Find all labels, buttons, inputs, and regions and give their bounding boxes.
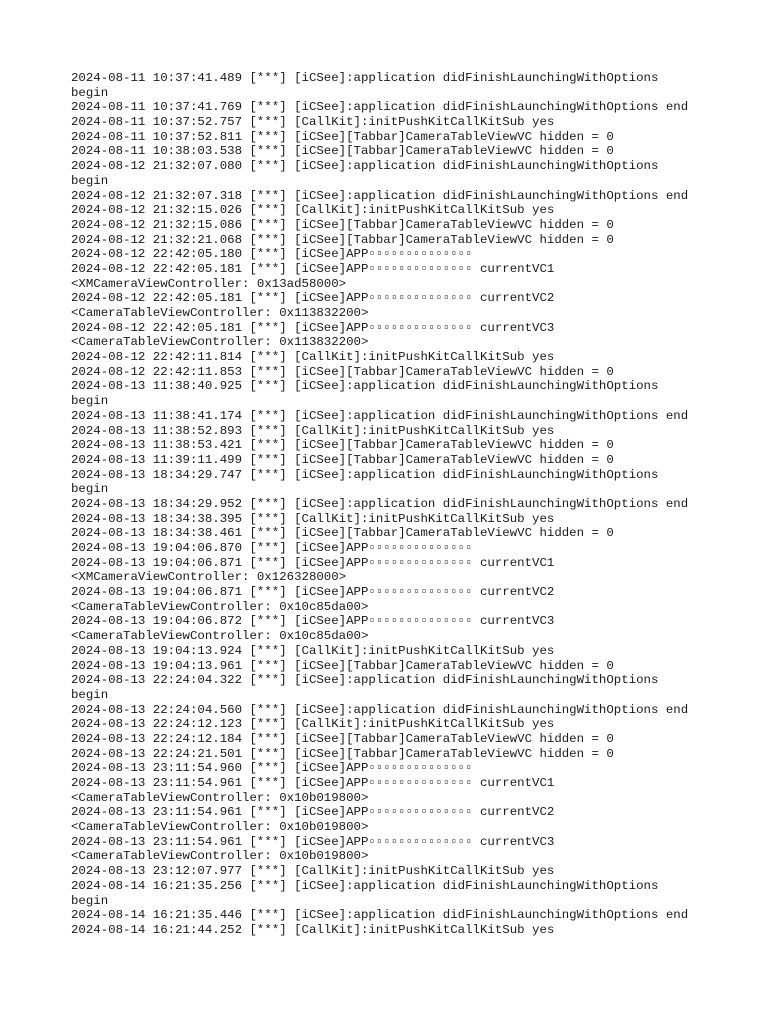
log-line: 2024-08-13 23:11:54.961 [***] [iCSee]APP▫▫▫▫▫▫▫▫▫▫▫▫▫▫ currentVC2: [71, 805, 555, 820]
log-line: 2024-08-13 19:04:06.871 [***] [iCSee]APP▫▫▫▫▫▫▫▫▫▫▫▫▫▫ currentVC2: [71, 585, 555, 600]
log-line: <CameraTableViewController: 0x10b019800>: [71, 849, 369, 864]
log-line: 2024-08-13 11:38:52.893 [***] [CallKit]:initPushKitCallKitSub yes: [71, 423, 555, 438]
log-line: 2024-08-13 23:11:54.961 [***] [iCSee]APP▫▫▫▫▫▫▫▫▫▫▫▫▫▫ currentVC1: [71, 776, 555, 790]
log-line: 2024-08-11 10:37:41.489 [***] [iCSee]:application didFinishLaunchingWithOptions: [71, 71, 659, 85]
log-line: 2024-08-12 22:42:05.180 [***] [iCSee]APP▫▫▫▫▫▫▫▫▫▫▫▫▫▫: [71, 247, 473, 262]
log-line: 2024-08-11 10:37:52.811 [***] [iCSee][Tabbar]CameraTableViewVC hidden = 0: [71, 129, 614, 144]
log-line: 2024-08-13 19:04:06.872 [***] [iCSee]APP▫▫▫▫▫▫▫▫▫▫▫▫▫▫ currentVC3: [71, 614, 555, 629]
log-line: 2024-08-13 18:34:38.461 [***] [iCSee][Tabbar]CameraTableViewVC hidden = 0: [71, 526, 614, 541]
log-line: 2024-08-12 22:42:11.853 [***] [iCSee][Tabbar]CameraTableViewVC hidden = 0: [71, 364, 614, 379]
log-line: 2024-08-13 19:04:06.871 [***] [iCSee]APP▫▫▫▫▫▫▫▫▫▫▫▫▫▫ currentVC1: [71, 555, 555, 570]
log-line: 2024-08-13 11:38:40.925 [***] [iCSee]:application didFinishLaunchingWithOptions: [71, 379, 659, 394]
log-line: 2024-08-13 19:04:13.961 [***] [iCSee][Tabbar]CameraTableViewVC hidden = 0: [71, 658, 614, 673]
log-line: 2024-08-13 19:04:06.870 [***] [iCSee]APP▫▫▫▫▫▫▫▫▫▫▫▫▫▫: [71, 541, 473, 555]
log-line: 2024-08-12 21:32:07.318 [***] [iCSee]:application didFinishLaunchingWithOptions end: [71, 188, 689, 203]
log-line: begin: [71, 85, 109, 100]
log-line: 2024-08-13 22:24:04.560 [***] [iCSee]:application didFinishLaunchingWithOptions end: [71, 702, 689, 717]
log-line: 2024-08-13 18:34:29.747 [***] [iCSee]:application didFinishLaunchingWithOptions: [71, 467, 659, 482]
log-line: <CameraTableViewController: 0x113832200>: [71, 335, 369, 350]
log-line: 2024-08-12 21:32:21.068 [***] [iCSee][Tabbar]CameraTableViewVC hidden = 0: [71, 232, 614, 247]
log-line: <XMCameraViewController: 0x126328000>: [71, 570, 347, 585]
log-line: 2024-08-14 16:21:35.256 [***] [iCSee]:application didFinishLaunchingWithOptions: [71, 878, 659, 893]
log-line: begin: [71, 173, 109, 188]
log-line: 2024-08-13 22:24:21.501 [***] [iCSee][Tabbar]CameraTableViewVC hidden = 0: [71, 746, 614, 761]
log-line: 2024-08-13 11:38:41.174 [***] [iCSee]:application didFinishLaunchingWithOptions end: [71, 408, 689, 423]
log-line: begin: [71, 482, 109, 497]
log-line: 2024-08-12 22:42:05.181 [***] [iCSee]APP▫▫▫▫▫▫▫▫▫▫▫▫▫▫ currentVC1: [71, 261, 555, 276]
log-line: 2024-08-12 22:42:11.814 [***] [CallKit]:initPushKitCallKitSub yes: [71, 350, 555, 365]
log-line: 2024-08-12 21:32:15.086 [***] [iCSee][Tabbar]CameraTableViewVC hidden = 0: [71, 217, 614, 232]
log-line: 2024-08-13 22:24:12.184 [***] [iCSee][Tabbar]CameraTableViewVC hidden = 0: [71, 731, 614, 746]
log-line: 2024-08-12 21:32:15.026 [***] [CallKit]:initPushKitCallKitSub yes: [71, 203, 555, 218]
log-line: 2024-08-14 16:21:35.446 [***] [iCSee]:application didFinishLaunchingWithOptions end: [71, 908, 689, 923]
log-line: 2024-08-11 10:37:52.757 [***] [CallKit]:initPushKitCallKitSub yes: [71, 115, 555, 130]
log-line: 2024-08-11 10:37:41.769 [***] [iCSee]:application didFinishLaunchingWithOptions end: [71, 100, 689, 115]
log-line: 2024-08-13 19:04:13.924 [***] [CallKit]:initPushKitCallKitSub yes: [71, 643, 555, 658]
log-line: <XMCameraViewController: 0x13ad58000>: [71, 276, 347, 291]
log-line: 2024-08-13 11:39:11.499 [***] [iCSee][Tabbar]CameraTableViewVC hidden = 0: [71, 452, 614, 467]
log-line: 2024-08-13 23:11:54.961 [***] [iCSee]APP▫▫▫▫▫▫▫▫▫▫▫▫▫▫ currentVC3: [71, 834, 555, 849]
log-line: begin: [71, 687, 109, 702]
log-line: 2024-08-12 22:42:05.181 [***] [iCSee]APP▫▫▫▫▫▫▫▫▫▫▫▫▫▫ currentVC3: [71, 320, 555, 335]
log-line: 2024-08-13 11:38:53.421 [***] [iCSee][Tabbar]CameraTableViewVC hidden = 0: [71, 438, 614, 453]
log-line: 2024-08-13 23:11:54.960 [***] [iCSee]APP▫▫▫▫▫▫▫▫▫▫▫▫▫▫: [71, 761, 473, 776]
log-line: <CameraTableViewController: 0x10b019800>: [71, 820, 369, 835]
log-line: <CameraTableViewController: 0x10b019800>: [71, 790, 369, 805]
log-line: 2024-08-13 22:24:12.123 [***] [CallKit]:initPushKitCallKitSub yes: [71, 717, 555, 732]
log-line: 2024-08-12 22:42:05.181 [***] [iCSee]APP▫▫▫▫▫▫▫▫▫▫▫▫▫▫ currentVC2: [71, 291, 555, 306]
log-line: <CameraTableViewController: 0x113832200>: [71, 306, 369, 320]
log-line: 2024-08-11 10:38:03.538 [***] [iCSee][Tabbar]CameraTableViewVC hidden = 0: [71, 144, 614, 159]
log-line: begin: [71, 394, 109, 409]
log-line: 2024-08-13 18:34:29.952 [***] [iCSee]:application didFinishLaunchingWithOptions end: [71, 496, 689, 511]
log-line: 2024-08-13 23:12:07.977 [***] [CallKit]:initPushKitCallKitSub yes: [71, 864, 555, 879]
log-line: 2024-08-12 21:32:07.080 [***] [iCSee]:application didFinishLaunchingWithOptions: [71, 159, 659, 174]
log-document: [71, 71, 711, 938]
log-line: 2024-08-13 22:24:04.322 [***] [iCSee]:application didFinishLaunchingWithOptions: [71, 673, 659, 688]
log-line: 2024-08-14 16:21:44.252 [***] [CallKit]:initPushKitCallKitSub yes: [71, 922, 555, 937]
log-line: begin: [71, 893, 109, 908]
log-line: <CameraTableViewController: 0x10c85da00>: [71, 599, 369, 614]
log-line: <CameraTableViewController: 0x10c85da00>: [71, 629, 369, 644]
log-line: 2024-08-13 18:34:38.395 [***] [CallKit]:initPushKitCallKitSub yes: [71, 511, 555, 526]
